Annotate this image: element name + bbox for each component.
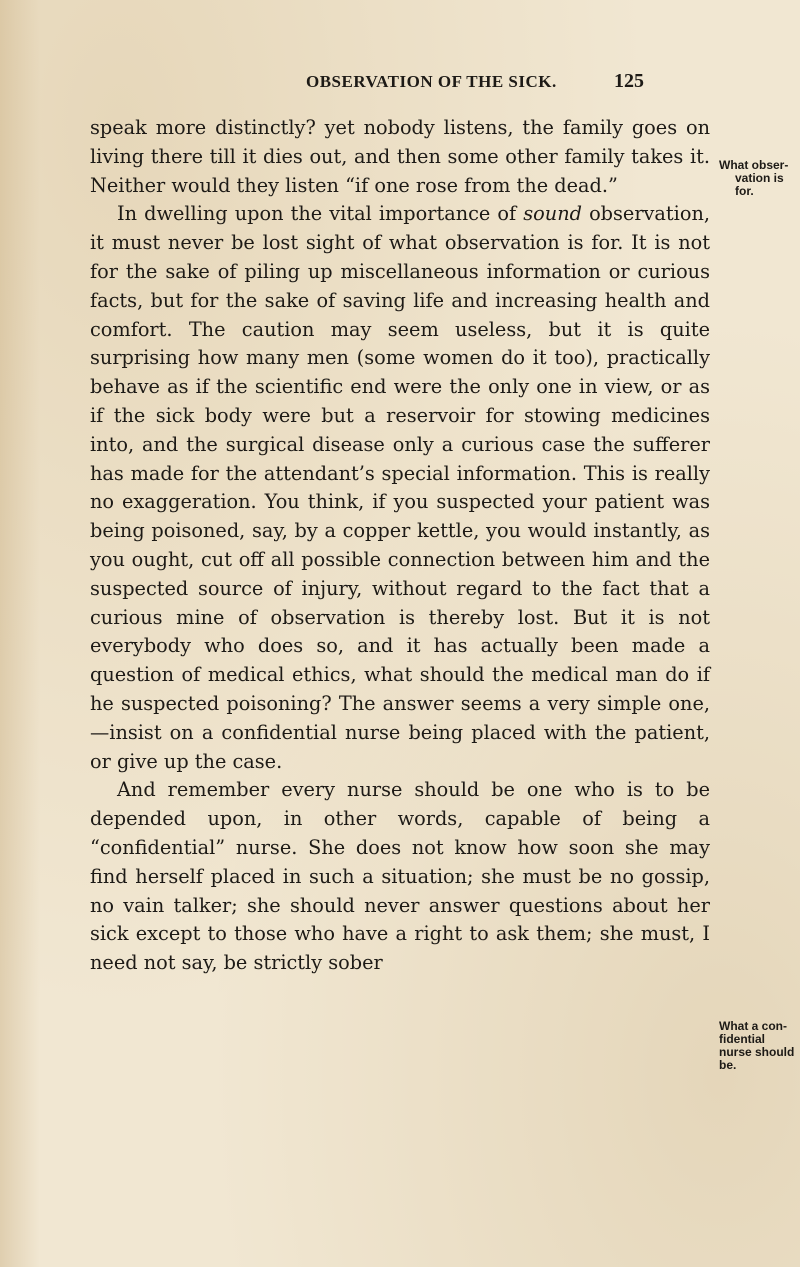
paragraph-2: [90, 200, 710, 776]
marginal-note-line: vation is for.: [735, 171, 784, 198]
page-number: 125: [614, 70, 644, 92]
marginal-note-line: What obser-: [719, 158, 789, 172]
marginal-note-observation: [719, 159, 799, 198]
marginal-note-line: What a con-: [719, 1019, 787, 1033]
marginal-note-line: nurse should: [719, 1045, 795, 1059]
running-title: OBSERVATION OF THE SICK.: [306, 72, 557, 91]
marginal-note-line: be.: [719, 1058, 737, 1072]
paragraph-2-rest: observation, it must never be lost sight of what observation is for. It is not for the sake of piling up miscellaneous information or curious facts, but for the sake of saving life and increasing health and comfort. The caution may seem useless, but it is quite surprising how many men (some women do it too), practically behave as if the scientific end were the only one in view, or as if the sick body were but a reservoir for stowing medicines into, and the surgical disease only a curious case the sufferer has made for the attendant’s special information. This is really no exaggeration. You think, if you suspected your patient was being poisoned, say, by a copper kettle, you would instantly, as you ought, cut off all possible connection between him and the suspected source of injury, without regard to the fact that a curious mine of observation is thereby lost. But it is not everybody who does so, and it has actually been made a question of medical ethics, what should the medical man do if he suspected poisoning? The answer seems a very simple one,—insist on a confidential nurse being placed with the patient, or give up the case.: [90, 202, 710, 773]
paragraph-3: And remember every nurse should be one who is to be depended upon, in other words, capable of being a “confidential” nurse. She does not know how soon she may find herself placed in such a situation; she must be no gossip, no vain talker; she should never answer questions about her sick except to those who have a right to ask them; she must, I need not say, be strictly sober: [90, 778, 710, 975]
body-text: [90, 114, 710, 978]
paragraph-1: speak more distinctly? yet nobody listens, the family goes on living there till it dies out, and then some other family takes it. Neither would they listen “if one rose from the dead.”: [90, 116, 710, 197]
paragraph-2-start: In dwelling upon the vital importance of: [117, 202, 524, 226]
emphasis-sound: sound: [523, 202, 582, 226]
marginal-note-line: fidential: [719, 1032, 766, 1046]
marginal-note-confidential-nurse: [719, 1020, 799, 1072]
